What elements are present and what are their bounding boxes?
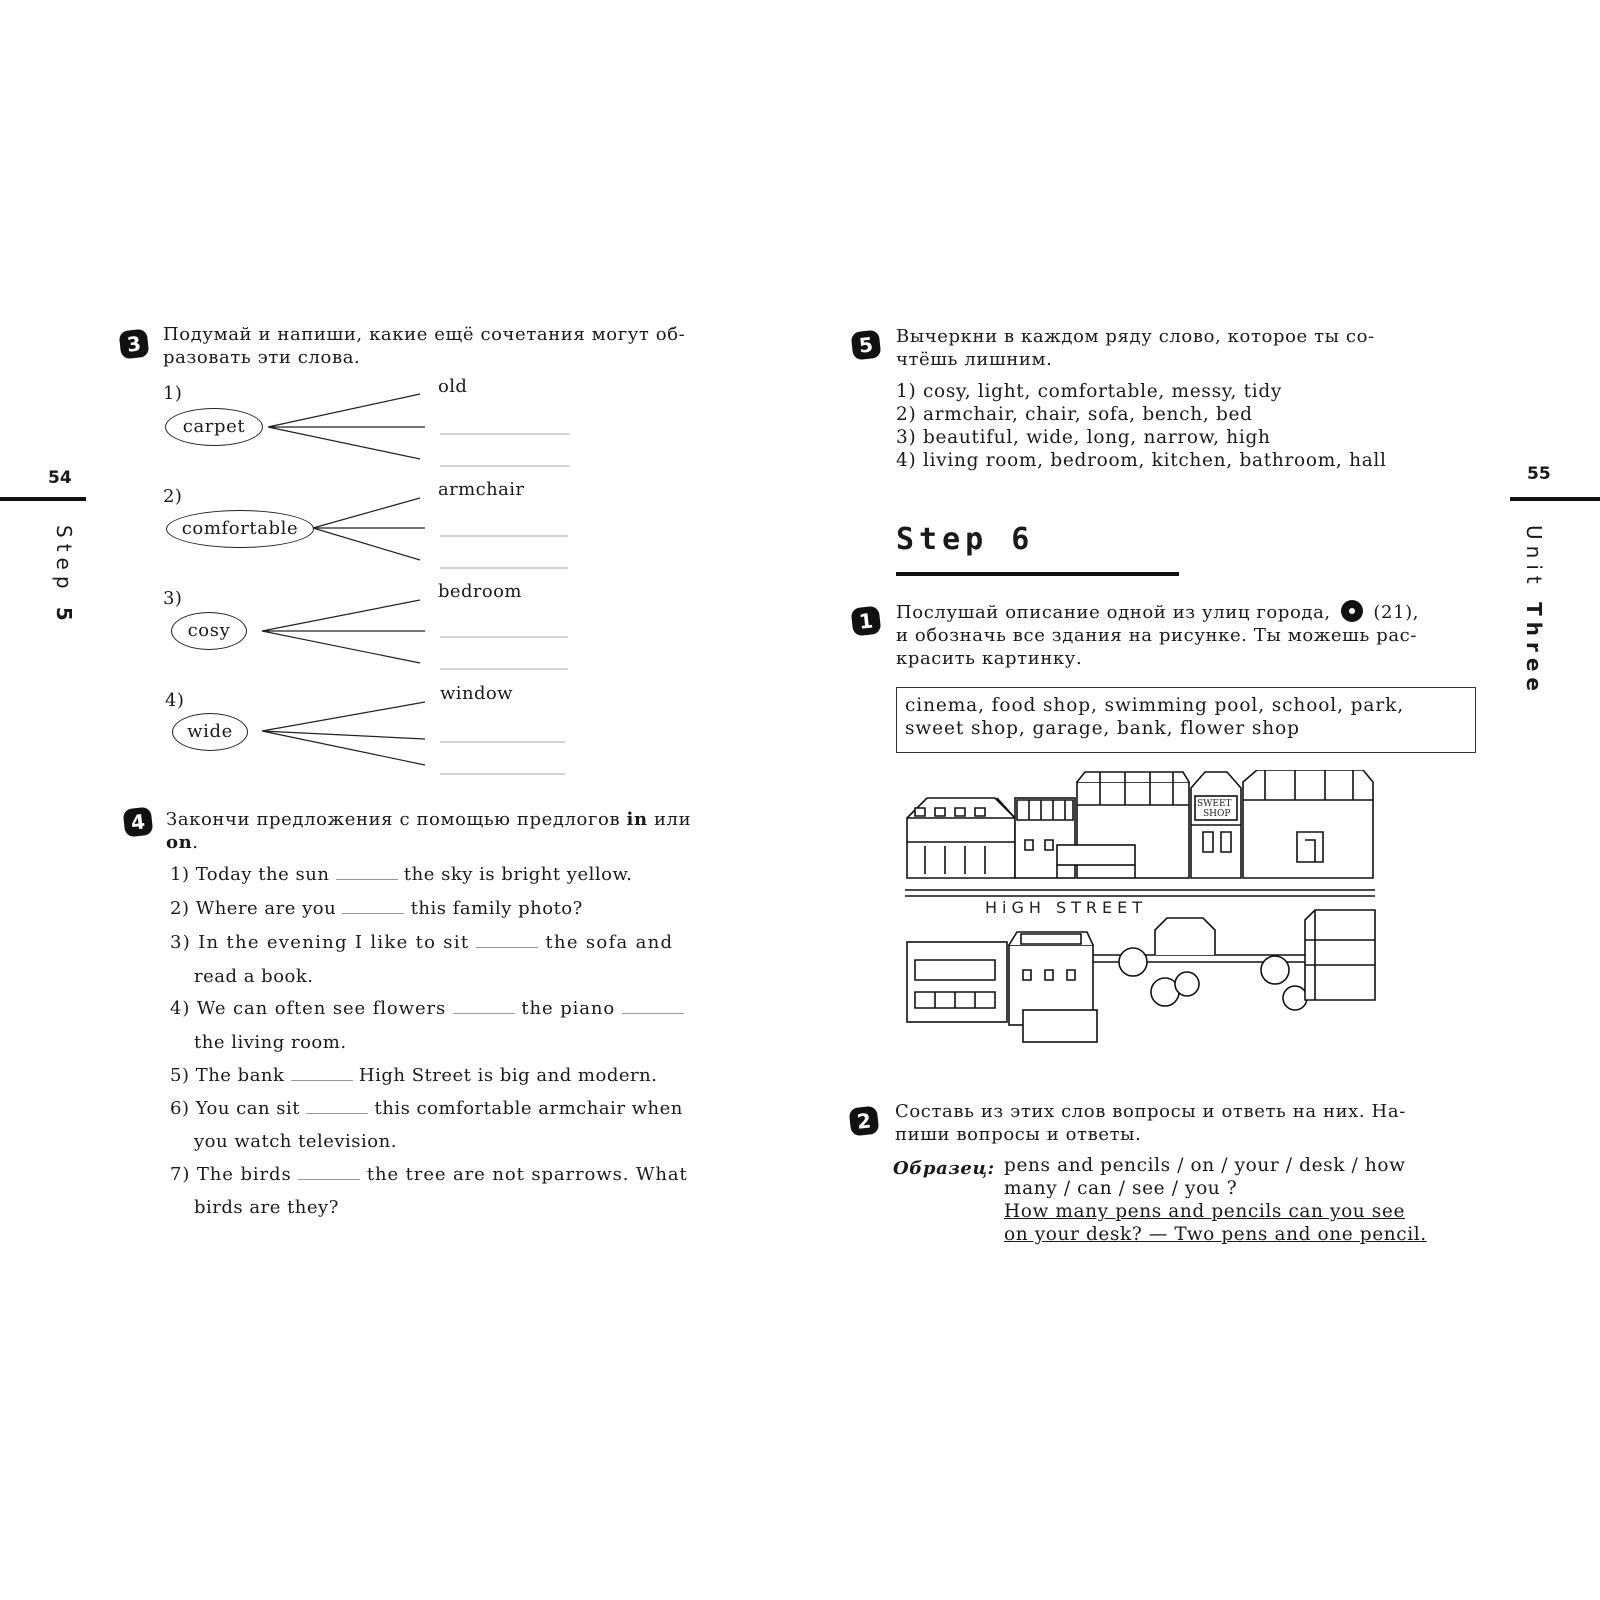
sentence-6	[170, 1098, 683, 1119]
exercise-2-instruction	[895, 1100, 1485, 1146]
ex3-answer-lines	[440, 536, 568, 568]
side-label-unit-name: Three	[1522, 602, 1546, 697]
ex3-first-collocation: armchair	[438, 479, 525, 500]
sample-words-line1: pens and pencils / on / your / desk / how	[1004, 1155, 1406, 1176]
ex3-word-oval: cosy	[171, 612, 247, 650]
sentence-4-cont	[194, 1032, 347, 1053]
sentence-text: 2) Where are you	[170, 898, 337, 919]
building-house-left	[907, 798, 1015, 878]
sentence-3	[170, 932, 673, 953]
preposition-in: in	[626, 809, 648, 830]
exercise-4-or: или	[647, 809, 692, 830]
exercise-1-instruction-text: Послушай описание одной из улиц города,	[896, 602, 1331, 623]
sentence-text: birds are they?	[194, 1197, 339, 1218]
word-box-line2: sweet shop, garage, bank, flower shop	[905, 718, 1300, 739]
sentence-5	[170, 1065, 657, 1086]
side-label-step: Step	[52, 525, 76, 595]
sentence-7	[170, 1164, 688, 1185]
answer-blank[interactable]	[342, 913, 404, 914]
ex3-branch-lines	[262, 600, 425, 663]
word-row: 4) living room, bedroom, kitchen, bathroom, hall	[896, 450, 1387, 471]
high-street-illustration	[905, 770, 1405, 1075]
sentence-3-cont	[194, 966, 314, 987]
sentence-text: the living room.	[194, 1032, 347, 1053]
exercise-1-badge: 1	[851, 606, 882, 637]
answer-blank[interactable]	[453, 1013, 515, 1014]
word-box	[896, 687, 1476, 753]
ex3-answer-lines	[440, 637, 568, 669]
ex3-answer-lines	[440, 742, 565, 774]
sentence-text: High Street is big and modern.	[358, 1065, 658, 1086]
exercise-3-badge: 3	[119, 329, 150, 360]
exercise-4-period: .	[192, 832, 199, 853]
step-heading-rule	[896, 572, 1179, 576]
step-heading: Step 6	[896, 522, 1035, 557]
park-trees	[1119, 948, 1307, 1010]
ex3-branch-lines	[262, 702, 425, 765]
sentence-text: 5) The bank	[170, 1065, 285, 1086]
ex3-word-oval: wide	[172, 713, 248, 751]
ex3-first-collocation: old	[438, 376, 468, 397]
sentence-text: 1) Today the sun	[170, 864, 330, 885]
answer-blank[interactable]	[306, 1113, 368, 1114]
sentence-text: 3) In the evening I like to sit	[170, 932, 470, 953]
side-label-step-number: 5	[52, 606, 76, 627]
word-row: 2) armchair, chair, sofa, bench, bed	[896, 404, 1253, 425]
audio-disc-icon	[1341, 600, 1363, 622]
exercise-5-instruction	[896, 325, 1486, 371]
building-bottom-school	[1009, 932, 1097, 1042]
exercise-5-rows	[896, 380, 1387, 472]
sentence-text: the tree are not sparrows. What	[366, 1164, 688, 1185]
building-hall	[1057, 772, 1189, 878]
ex3-item-number: 3)	[163, 588, 183, 609]
answer-blank[interactable]	[336, 879, 398, 880]
building-bottom-left	[907, 942, 1007, 1022]
building-large-shop	[1243, 770, 1373, 878]
sentence-text: the piano	[521, 998, 616, 1019]
exercise-5-badge: 5	[851, 330, 882, 361]
ex3-connector-lines	[0, 0, 800, 800]
word-row: 1) cosy, light, comfortable, messy, tidy	[896, 381, 1283, 402]
right-side-label	[1522, 525, 1546, 697]
exercise-4-instruction-text: Закончи предложения с помощью предлогов	[166, 809, 627, 830]
sentence-7-cont	[194, 1197, 339, 1218]
exercise-3-instruction-line2: разовать эти слова.	[163, 347, 361, 368]
answer-blank[interactable]	[476, 947, 538, 948]
sweet-shop-sign-line1: SWEET	[1197, 799, 1232, 809]
preposition-on: on	[166, 832, 193, 853]
audio-track-number: (21),	[1373, 602, 1420, 623]
exercise-3-instruction-line1: Подумай и напиши, какие ещё сочетания могут об-	[163, 324, 686, 345]
answer-blank[interactable]	[291, 1080, 353, 1081]
sample-answer-line1: How many pens and pencils can you see	[1004, 1201, 1405, 1222]
exercise-1-instruction-line3: красить картинку.	[896, 648, 1083, 669]
right-page-number: 55	[1527, 464, 1551, 484]
building-tall-block	[1015, 798, 1075, 878]
sentence-text: 6) You can sit	[170, 1098, 301, 1119]
right-page-rule	[1510, 497, 1600, 501]
ex3-first-collocation: window	[440, 683, 513, 704]
ex3-word-oval: carpet	[165, 408, 263, 446]
ex3-branch-lines	[313, 498, 425, 560]
street-sign: HiGH STREET	[985, 898, 1148, 917]
ex3-first-collocation: bedroom	[438, 581, 522, 602]
sentence-text: 7) The birds	[170, 1164, 292, 1185]
building-bottom-right	[1305, 910, 1375, 1000]
word-box-line1: cinema, food shop, swimming pool, school, park,	[905, 695, 1404, 716]
sweet-shop-sign-line2: SHOP	[1203, 809, 1231, 819]
answer-blank[interactable]	[622, 1013, 684, 1014]
sentence-4	[170, 998, 684, 1019]
ex3-answer-lines	[440, 434, 570, 466]
building-sweet-shop	[1191, 772, 1241, 878]
sentence-2	[170, 898, 583, 919]
exercise-1-instruction	[896, 600, 1486, 670]
exercise-4-badge: 4	[123, 807, 154, 838]
sentence-text: the sofa and	[545, 932, 674, 953]
sentence-6-cont	[194, 1131, 397, 1152]
exercise-2-instruction-line2: пиши вопросы и ответы.	[895, 1124, 1142, 1145]
sample-block	[1004, 1154, 1474, 1246]
sentence-1	[170, 864, 632, 885]
sentence-text: the sky is bright yellow.	[403, 864, 633, 885]
exercise-2-badge: 2	[849, 1106, 880, 1137]
word-row: 3) beautiful, wide, long, narrow, high	[896, 427, 1271, 448]
ex3-item-number: 4)	[165, 690, 185, 711]
side-label-unit: Unit	[1522, 525, 1546, 590]
exercise-5-instruction-line1: Вычеркни в каждом ряду слово, которое ты со-	[896, 326, 1375, 347]
exercise-1-instruction-line2: и обозначь все здания на рисунке. Ты можешь рас-	[896, 625, 1418, 646]
exercise-4-instruction	[166, 808, 736, 854]
ex3-branch-lines	[268, 394, 425, 459]
ex3-word-oval: comfortable	[166, 510, 314, 548]
sentence-text: you watch television.	[194, 1131, 397, 1152]
exercise-5-instruction-line2: чтёшь лишним.	[896, 349, 1053, 370]
sample-label: Образец:	[893, 1158, 995, 1179]
sentence-text: read a book.	[194, 966, 314, 987]
sample-words-line2: many / can / see / you ?	[1004, 1178, 1238, 1199]
left-page-number: 54	[48, 468, 72, 488]
sentence-text: this comfortable armchair when	[374, 1098, 683, 1119]
sentence-text: this family photo?	[410, 898, 583, 919]
ex3-item-number: 1)	[163, 383, 183, 404]
exercise-2-instruction-line1: Составь из этих слов вопросы и ответь на них. На-	[895, 1101, 1406, 1122]
answer-blank[interactable]	[298, 1179, 360, 1180]
ex3-item-number: 2)	[163, 486, 183, 507]
sentence-text: 4) We can often see flowers	[170, 998, 447, 1019]
sample-answer-line2: on your desk? — Two pens and one pencil.	[1004, 1224, 1427, 1245]
